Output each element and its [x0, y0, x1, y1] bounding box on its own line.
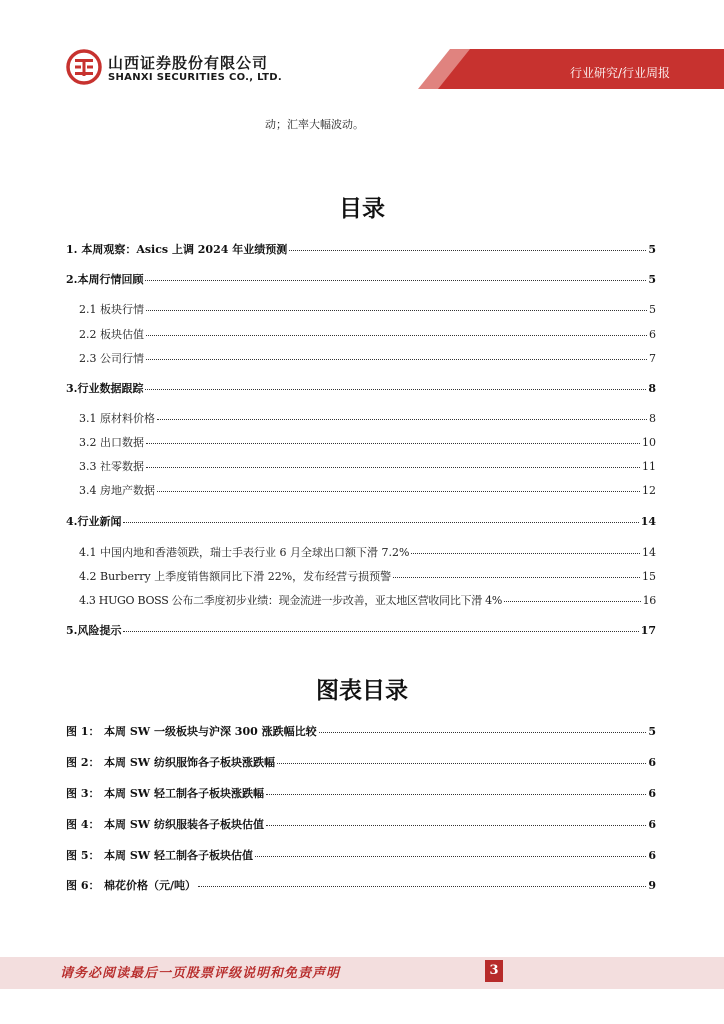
- toc-entry-title: 4.2 Burberry 上季度销售额同比下滑 22%，发布经营亏损预警: [79, 570, 392, 583]
- company-name-cn: 山西证券股份有限公司: [108, 54, 269, 72]
- toc-entry-page: 5: [648, 273, 656, 286]
- company-logo-icon: [66, 49, 102, 85]
- dot-leader: [146, 301, 647, 311]
- dot-leader: [146, 350, 647, 360]
- toc-entry-3-3[interactable]: [79, 459, 656, 475]
- dot-leader: [145, 380, 646, 390]
- figure-number: 图 6：: [66, 879, 100, 892]
- page-number: 3: [485, 960, 503, 982]
- figure-entry-5[interactable]: [66, 848, 656, 864]
- toc-entry-title: 3.行业数据跟踪: [66, 382, 144, 395]
- figure-title: 本周 SW 一级板块与沪深 300 涨跌幅比较: [104, 725, 317, 738]
- figure-page: 6: [648, 756, 656, 769]
- page-header: [0, 0, 724, 100]
- toc-entry-5[interactable]: [66, 623, 656, 639]
- toc-entry-4-2[interactable]: [79, 569, 656, 585]
- toc-entry-2-1[interactable]: [79, 302, 656, 318]
- dot-leader: [157, 410, 647, 420]
- toc-entry-page: 16: [642, 594, 656, 607]
- figure-entry-4[interactable]: [66, 817, 656, 833]
- dot-leader: [504, 592, 641, 602]
- figure-title: 本周 SW 纺织服饰各子板块涨跌幅: [104, 756, 275, 769]
- toc-entry-3[interactable]: [66, 381, 656, 397]
- toc-entry-page: 6: [649, 328, 656, 341]
- toc-entry-page: 15: [642, 570, 656, 583]
- toc-entry-3-2[interactable]: [79, 435, 656, 451]
- footer-disclaimer: 请务必阅读最后一页股票评级说明和免责声明: [60, 966, 341, 981]
- previous-page-text: 动；汇率大幅波动。: [265, 118, 364, 131]
- dot-leader: [123, 622, 638, 632]
- figure-number: 图 5：: [66, 849, 100, 862]
- toc-entry-title: 4.1 中国内地和香港领跌，瑞士手表行业 6 月全球出口额下滑 7.2%: [79, 546, 410, 559]
- toc-entry-title: 3.2 出口数据: [79, 436, 144, 449]
- toc-entry-page: 17: [640, 624, 656, 637]
- dot-leader: [255, 847, 646, 857]
- toc-entry-page: 10: [642, 436, 656, 449]
- figure-title: 本周 SW 轻工制各子板块估值: [104, 849, 253, 862]
- toc-entry-page: 14: [640, 515, 656, 528]
- figure-title: 本周 SW 纺织服装各子板块估值: [104, 818, 264, 831]
- toc-entry-page: 7: [649, 352, 656, 365]
- dot-leader: [411, 544, 640, 554]
- figure-page: 5: [648, 725, 656, 738]
- report-category: 行业研究/行业周报: [569, 66, 670, 80]
- figure-list-title: 图表目录: [316, 678, 408, 704]
- toc-entry-page: 14: [642, 546, 656, 559]
- toc-entry-title: 3.1 原材料价格: [79, 412, 155, 425]
- dot-leader: [277, 754, 646, 764]
- toc-entry-title: 2.3 公司行情: [79, 352, 144, 365]
- toc-entry-4-3[interactable]: [79, 593, 656, 609]
- toc-entry-page: 12: [642, 484, 656, 497]
- company-name-en: SHANXI SECURITIES CO., LTD.: [108, 72, 282, 83]
- figure-number: 图 2：: [66, 756, 100, 769]
- figure-page: 9: [648, 879, 656, 892]
- figure-number: 图 1：: [66, 725, 100, 738]
- figure-entry-6[interactable]: [66, 878, 656, 894]
- dot-leader: [146, 434, 640, 444]
- figure-page: 6: [648, 849, 656, 862]
- dot-leader: [146, 326, 647, 336]
- toc-entry-title: 4.行业新闻: [66, 515, 122, 528]
- dot-leader: [157, 482, 640, 492]
- toc-entry-page: 5: [648, 243, 656, 256]
- dot-leader: [198, 877, 646, 887]
- toc-entry-3-1[interactable]: [79, 411, 656, 427]
- dot-leader: [146, 458, 640, 468]
- figure-page: 6: [648, 787, 656, 800]
- toc-entry-3-4[interactable]: [79, 483, 656, 499]
- figure-title: 棉花价格（元/吨）: [104, 879, 197, 892]
- dot-leader: [319, 723, 647, 733]
- dot-leader: [393, 568, 640, 578]
- toc-entry-2-2[interactable]: [79, 327, 656, 343]
- toc-entry-page: 8: [648, 382, 656, 395]
- toc-entry-2-3[interactable]: [79, 351, 656, 367]
- dot-leader: [289, 241, 646, 251]
- toc-entry-4[interactable]: [66, 514, 656, 530]
- toc-entry-title: 5.风险提示: [66, 624, 122, 637]
- toc-entry-2[interactable]: [66, 272, 656, 288]
- toc-entry-page: 11: [642, 460, 656, 473]
- toc-entry-title: 3.4 房地产数据: [79, 484, 155, 497]
- dot-leader: [266, 816, 646, 826]
- dot-leader: [123, 513, 638, 523]
- toc-entry-1[interactable]: [66, 242, 656, 258]
- figure-entry-3[interactable]: [66, 786, 656, 802]
- toc-entry-4-1[interactable]: [79, 545, 656, 561]
- figure-entry-2[interactable]: [66, 755, 656, 771]
- toc-entry-title: 3.3 社零数据: [79, 460, 144, 473]
- toc-title: 目录: [339, 196, 385, 222]
- dot-leader: [145, 271, 646, 281]
- toc-entry-title: 4.3 HUGO BOSS 公布二季度初步业绩：现金流进一步改善，亚太地区营收同比下滑 4%: [79, 594, 502, 607]
- toc-entry-page: 5: [649, 303, 656, 316]
- figure-number: 图 4：: [66, 818, 100, 831]
- toc-entry-title: 2.2 板块估值: [79, 328, 144, 341]
- figure-number: 图 3：: [66, 787, 100, 800]
- figure-page: 6: [648, 818, 656, 831]
- toc-entry-title: 2.本周行情回顾: [66, 273, 144, 286]
- figure-title: 本周 SW 轻工制各子板块涨跌幅: [104, 787, 264, 800]
- toc-entry-title: 1. 本周观察：Asics 上调 2024 年业绩预测: [66, 243, 288, 256]
- figure-entry-1[interactable]: [66, 724, 656, 740]
- toc-entry-page: 8: [649, 412, 656, 425]
- dot-leader: [266, 785, 646, 795]
- toc-entry-title: 2.1 板块行情: [79, 303, 144, 316]
